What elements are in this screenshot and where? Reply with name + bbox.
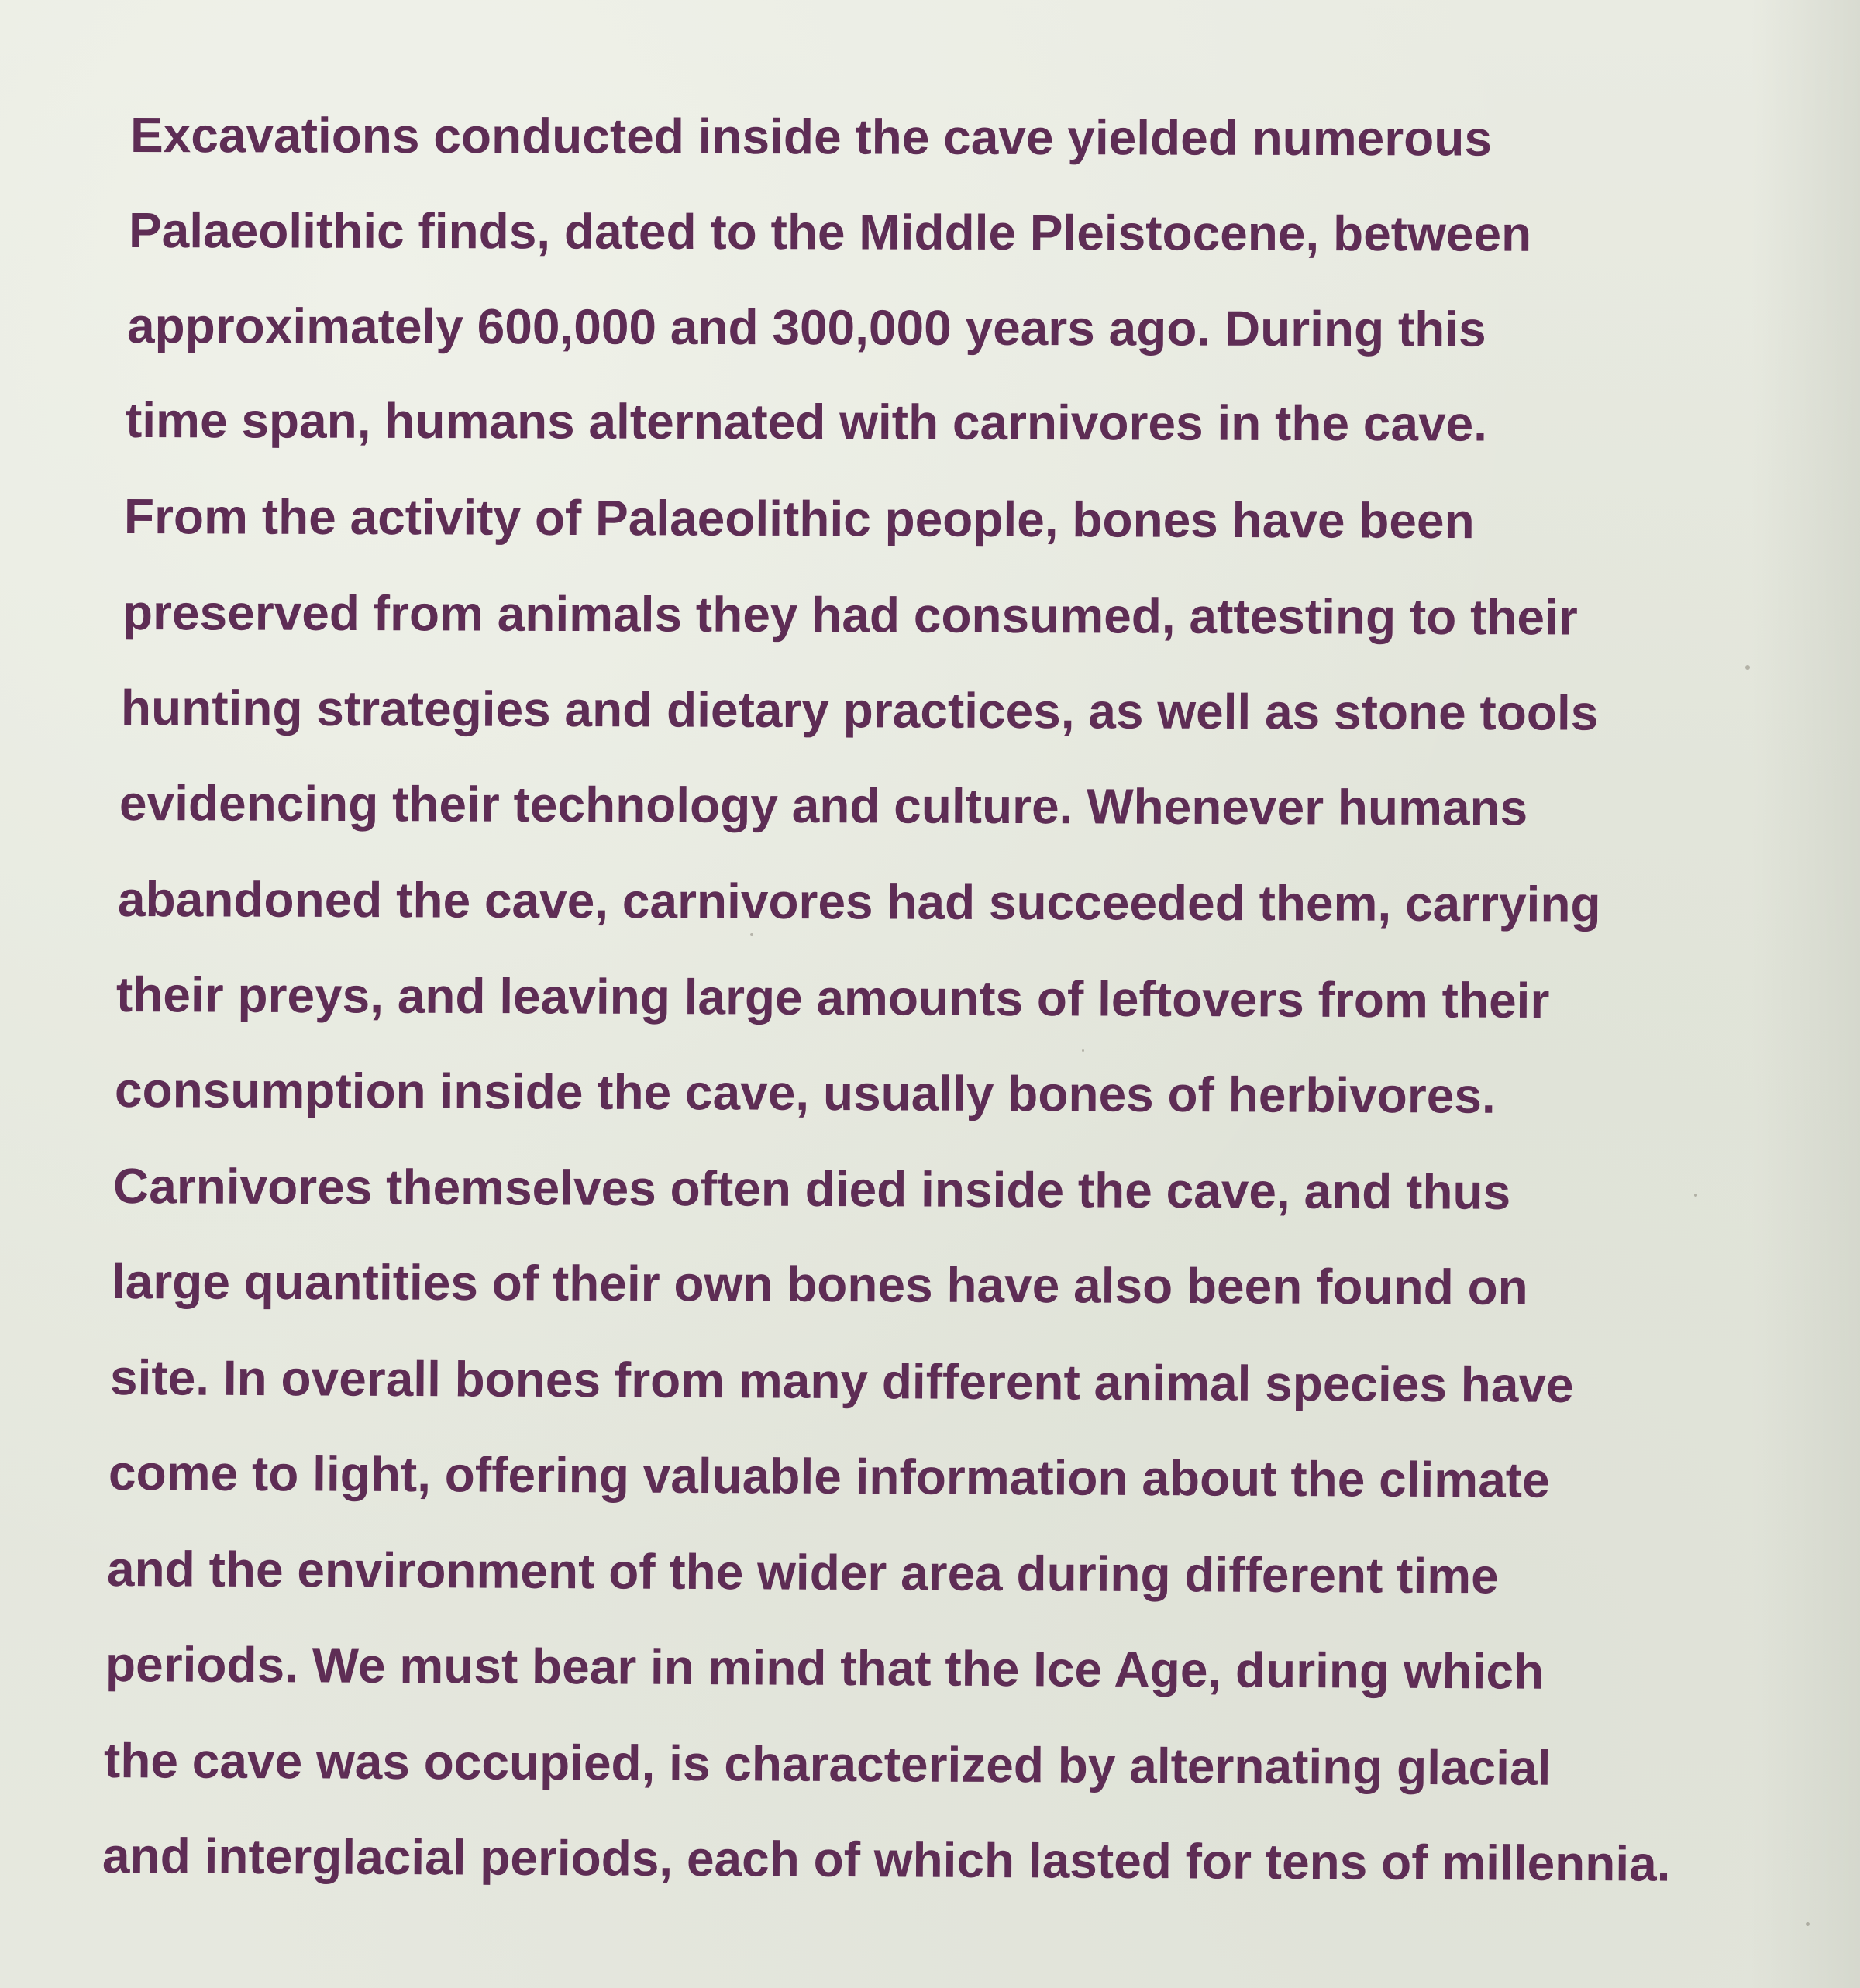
paragraph-line: time span, humans alternated with carnivores in the cave. xyxy=(125,392,1488,452)
paragraph-line: Carnivores themselves often died inside the cave, and thus xyxy=(112,1158,1511,1220)
paragraph-line: hunting strategies and dietary practices, as well as stone tools xyxy=(120,680,1599,741)
paragraph-line: their preys, and leaving large amounts of leftovers from their xyxy=(115,966,1550,1029)
paragraph-line: and interglacial periods, each of which lasted for tens of millennia. xyxy=(102,1828,1671,1892)
paragraph-line: large quantities of their own bones have also been found on xyxy=(111,1253,1528,1315)
paragraph-line: From the activity of Palaeolithic people, bones have been xyxy=(123,488,1475,550)
paragraph-line: consumption inside the cave, usually bones of herbivores. xyxy=(114,1062,1496,1124)
paragraph-line: periods. We must bear in mind that the Ice Age, during which xyxy=(105,1636,1545,1700)
paragraph-line: the cave was occupied, is characterized by alternating glacial xyxy=(103,1732,1552,1796)
paragraph-line: evidencing their technology and culture. Whenever humans xyxy=(119,775,1528,836)
paragraph-line: approximately 600,000 and 300,000 years ago. During this xyxy=(126,298,1486,357)
paragraph-line: Palaeolithic finds, dated to the Middle Pleistocene, between xyxy=(128,202,1532,262)
paragraph-line: preserved from animals they had consumed, attesting to their xyxy=(122,584,1578,646)
paragraph-line: and the environment of the wider area during different time xyxy=(106,1541,1499,1604)
paragraph-line: Excavations conducted inside the cave yielded numerous xyxy=(129,107,1493,167)
paragraph-line: abandoned the cave, carnivores had succeeded them, carrying xyxy=(117,871,1601,932)
paragraph-line: site. In overall bones from many different animal species have xyxy=(109,1349,1574,1413)
paragraph-line: come to light, offering valuable information about the climate xyxy=(108,1445,1550,1508)
